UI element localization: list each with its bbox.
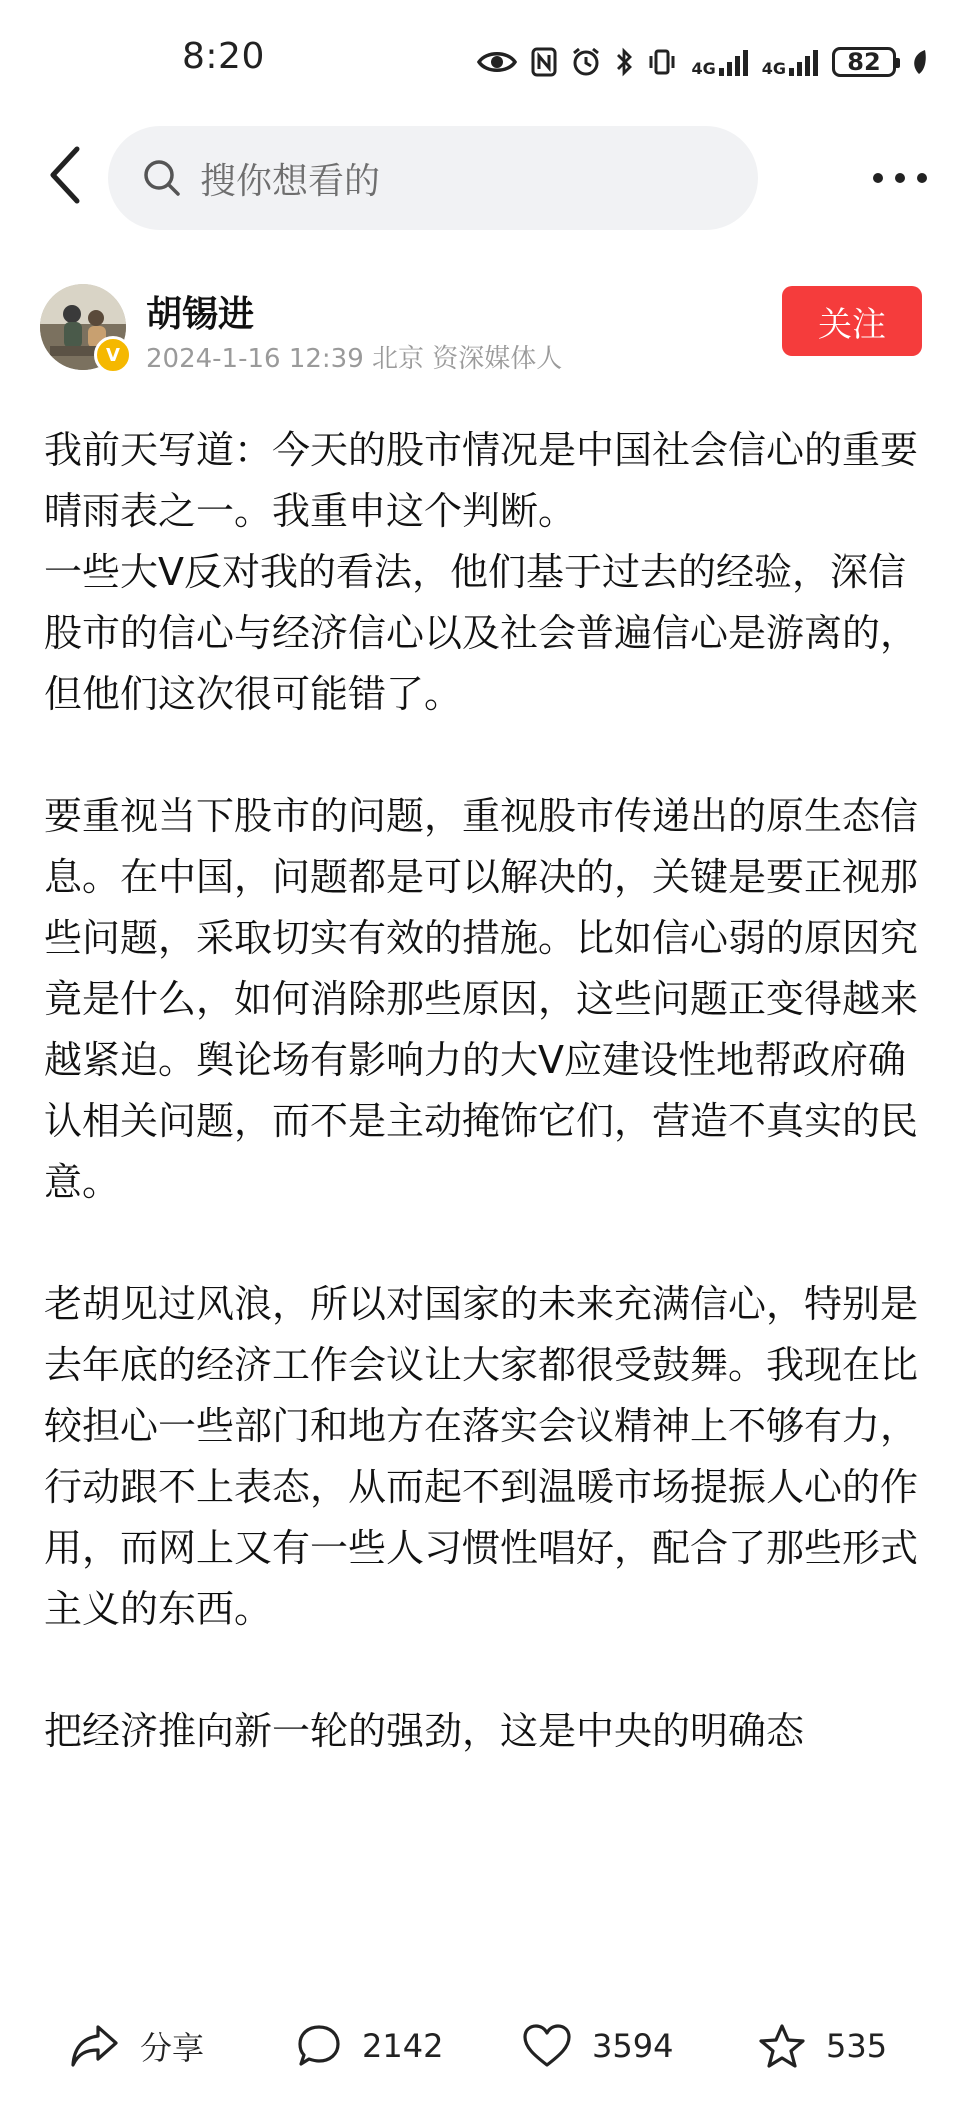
verified-mark: V	[106, 344, 120, 366]
article-paragraph: 把经济推向新一轮的强劲，这是中央的明确态	[44, 1709, 805, 1753]
status-icons	[477, 42, 928, 82]
follow-button[interactable]: 关注	[782, 286, 922, 356]
share-icon	[70, 2023, 120, 2069]
favorite-button[interactable]	[758, 2016, 887, 2076]
like-button[interactable]	[522, 2016, 673, 2076]
avatar[interactable]	[40, 284, 126, 370]
battery-indicator	[832, 47, 896, 77]
article-paragraph: 要重视当下股市的问题，重视股市传递出的原生态信息。在中国，问题都是可以解决的，关键是要正视那些问题，采取切实有效的措施。比如信心弱的原因究竟是什么，如何消除那些原因，这些问题正变得越来越紧迫。舆论场有影响力的大V应建设性地帮政府确认相关问题，而不是主动掩饰它们，营造不真实的民意。	[44, 794, 919, 1204]
star-icon	[758, 2023, 806, 2069]
like-count: 3594	[592, 2027, 674, 2065]
heart-icon	[522, 2023, 572, 2069]
comment-count: 2142	[362, 2027, 444, 2065]
alarm-icon	[571, 47, 601, 77]
battery-level: 82	[847, 48, 881, 76]
author-name[interactable]: 胡锡进	[146, 294, 255, 335]
chevron-left-icon	[47, 145, 83, 205]
article-body	[44, 420, 924, 1762]
author-meta: 2024-1-16 12:39 北京 资深媒体人	[146, 344, 563, 374]
network-type-1: 4G	[691, 59, 716, 78]
bluetooth-icon	[615, 47, 633, 77]
share-button[interactable]	[70, 2016, 204, 2076]
action-bar	[0, 1996, 960, 2096]
signal-bars-icon	[718, 48, 748, 76]
article-paragraph: 我前天写道：今天的股市情况是中国社会信心的重要晴雨表之一。我重申这个判断。 一些大V反对我的看法，他们基于过去的经验，深信股市的信心与经济信心以及社会普遍信心是游离的，但他们这次很可能错了。	[44, 428, 919, 716]
favorite-count: 535	[826, 2027, 888, 2065]
article-paragraph: 老胡见过风浪，所以对国家的未来充满信心，特别是去年底的经济工作会议让大家都很受鼓舞。我现在比较担心一些部门和地方在落实会议精神上不够有力，行动跟不上表态，从而起不到温暖市场提振人心的作用，而网上又有一些人习惯性唱好，配合了那些形式主义的东西。	[44, 1282, 919, 1631]
vibrate-icon	[647, 47, 677, 77]
signal-2	[762, 48, 818, 76]
more-dots-icon	[872, 172, 928, 184]
back-button[interactable]	[40, 140, 90, 210]
search-icon	[142, 158, 182, 198]
status-bar	[0, 0, 960, 120]
signal-1	[691, 48, 747, 76]
share-label: 分享	[140, 2029, 205, 2067]
status-time: 8:20	[182, 36, 265, 77]
verified-badge	[94, 336, 132, 374]
comment-icon	[296, 2023, 342, 2069]
nfc-icon	[531, 47, 557, 77]
network-type-2: 4G	[761, 59, 786, 78]
signal-bars-icon	[788, 48, 818, 76]
search-input[interactable]	[108, 126, 758, 230]
more-button[interactable]	[852, 160, 948, 196]
eye-icon	[477, 49, 517, 75]
search-placeholder: 搜你想看的	[200, 160, 381, 202]
leaf-icon	[910, 48, 928, 76]
comment-button[interactable]	[296, 2016, 443, 2076]
